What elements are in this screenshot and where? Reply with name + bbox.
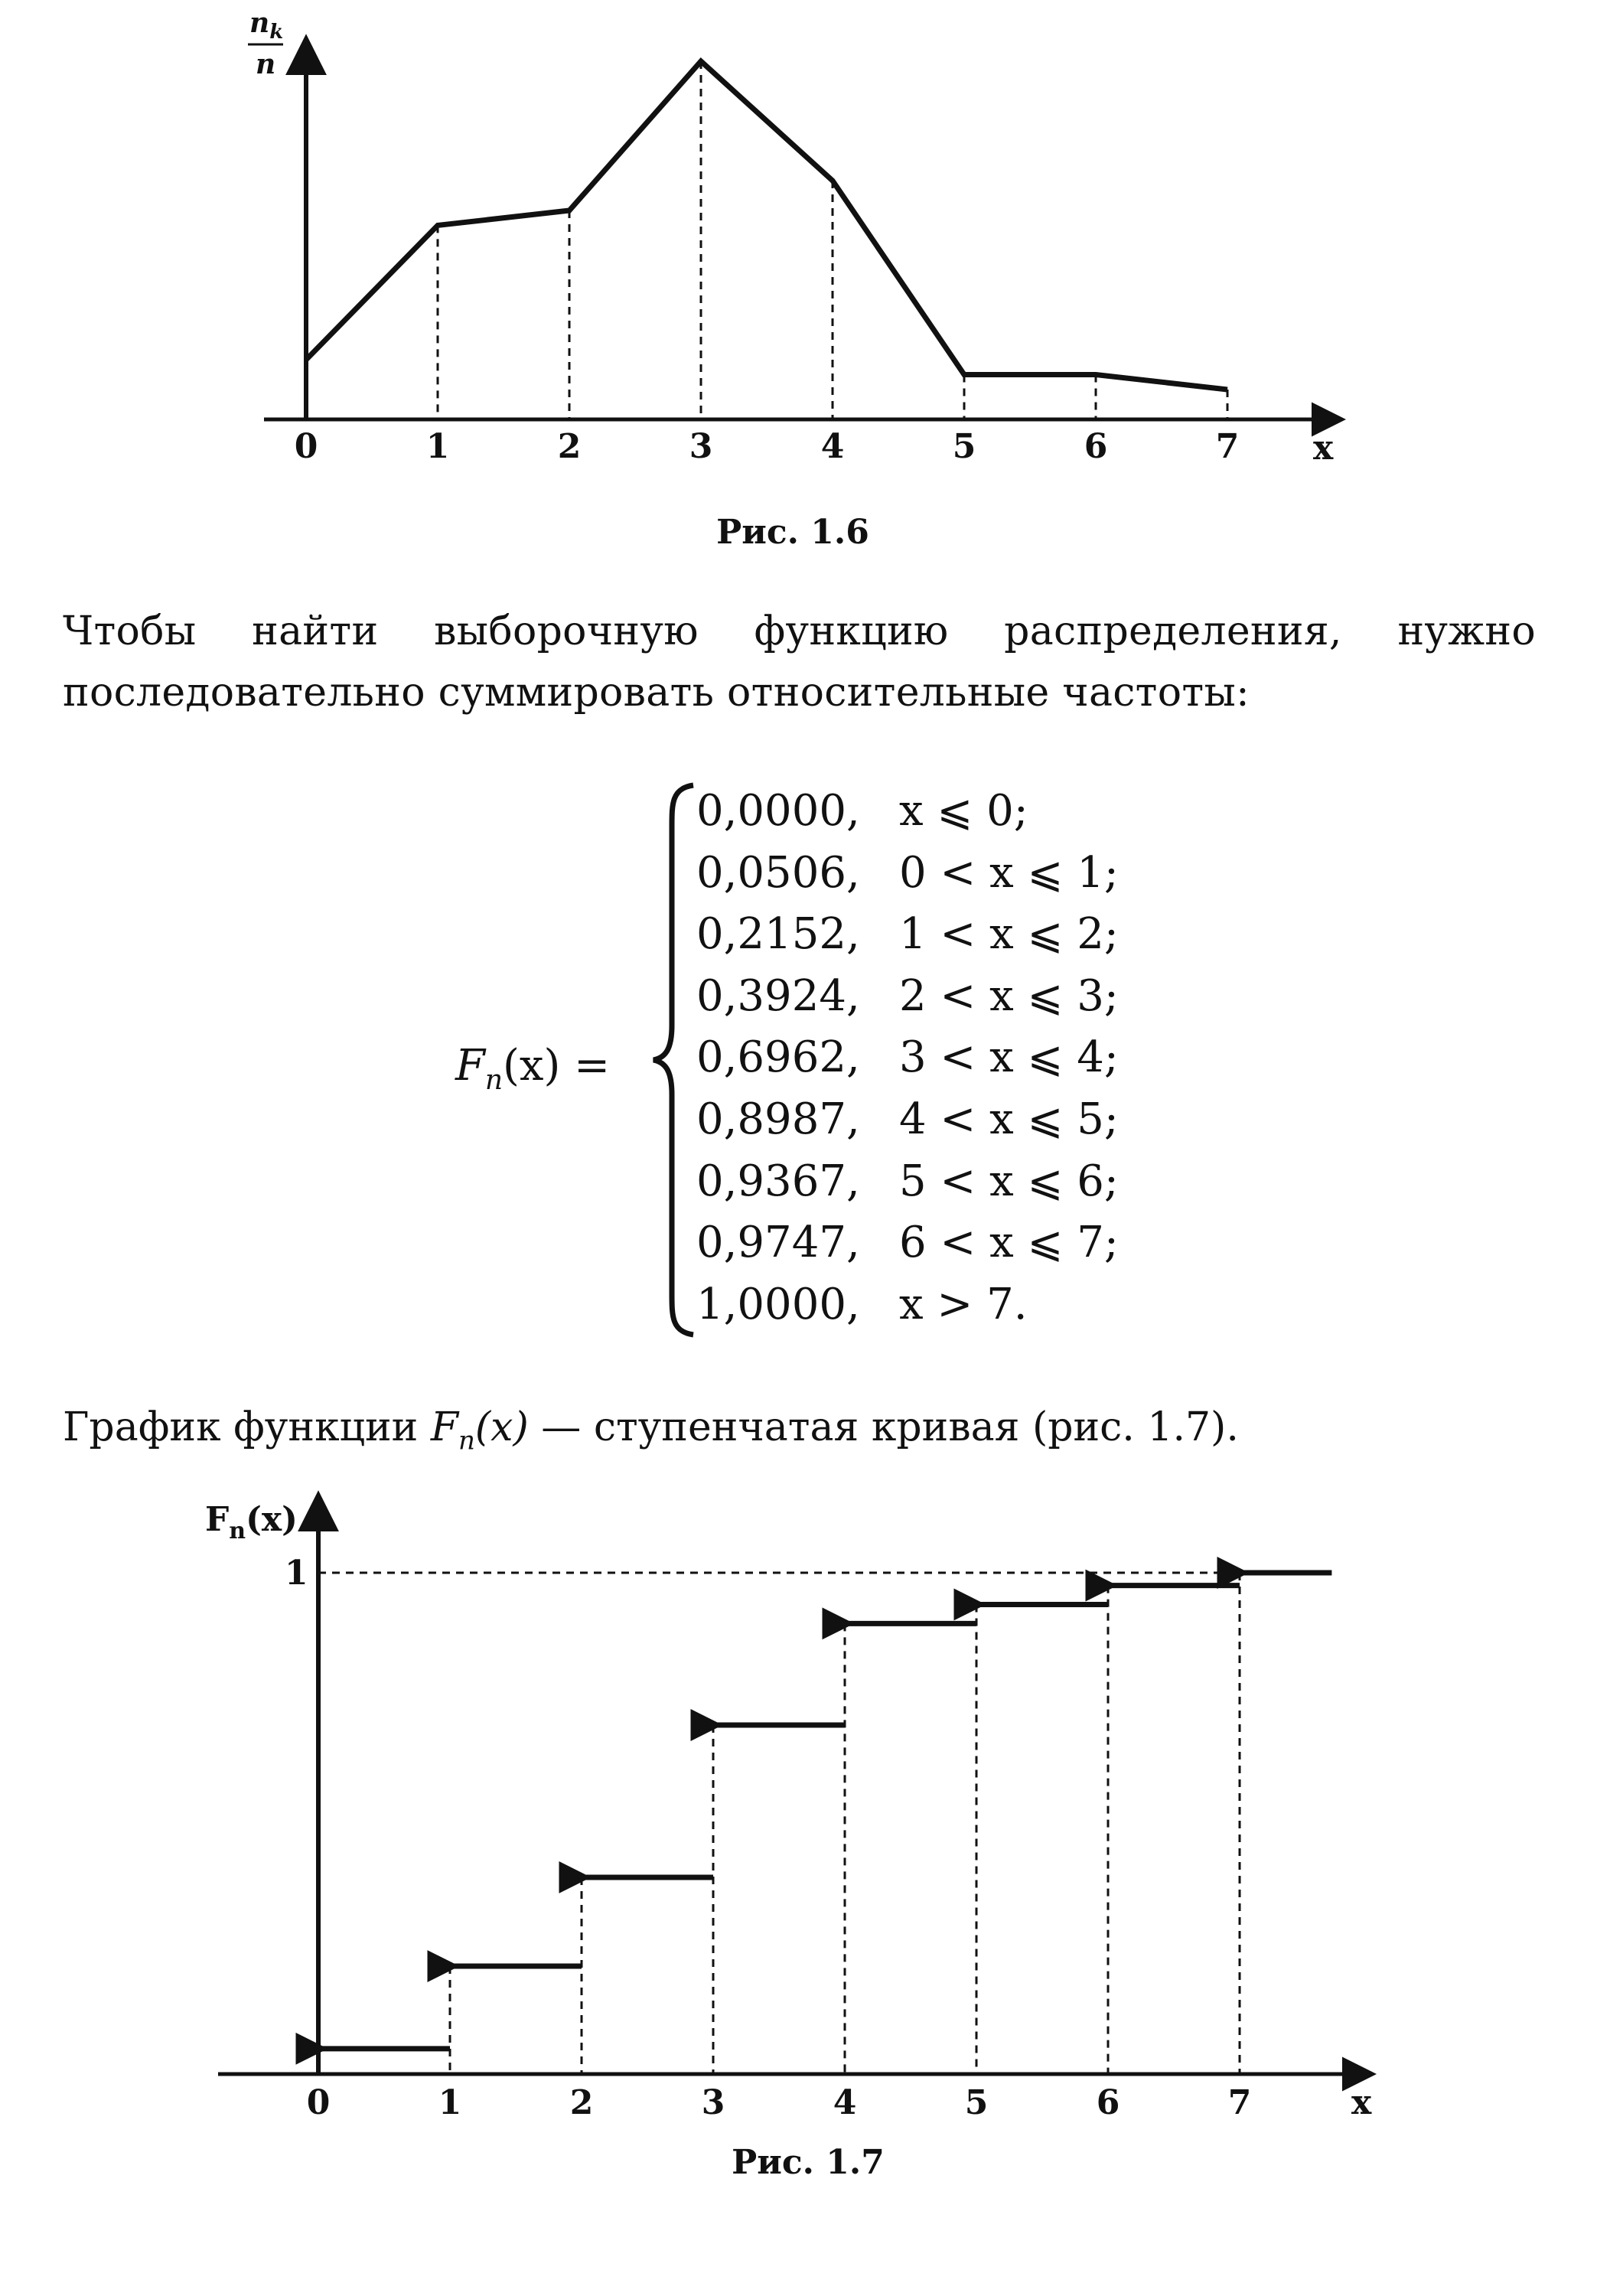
formula-rows [696, 781, 1119, 1336]
formula-value: 0,6962, [696, 1032, 860, 1083]
y-label-numerator: $n_k$ [249, 7, 284, 44]
x-tick-label: 1 [425, 427, 450, 466]
formula-value: 0,8987, [696, 1094, 860, 1144]
formula-row [696, 1212, 1119, 1274]
paragraph-intro: Чтобы найти выборочную функцию распределения, нужно последовательно суммировать относительные частоты: [63, 608, 1536, 716]
x-tick-label: 2 [557, 427, 582, 466]
formula-row [696, 1027, 1119, 1089]
formula-row [696, 843, 1119, 905]
formula-value: 0,0506, [696, 847, 860, 898]
y-tick-one: 1 [285, 1554, 308, 1593]
x-tick-label: 5 [964, 2083, 989, 2122]
figure-1-7-caption: Рис. 1.7 [732, 2143, 885, 2182]
x-tick-label: 2 [569, 2083, 594, 2122]
formula-row [696, 781, 1119, 843]
formula-condition: 4 < x ⩽ 5; [899, 1094, 1119, 1144]
x-tick-label: 1 [438, 2083, 462, 2122]
formula-condition: x ⩽ 0; [899, 786, 1028, 836]
figure-1-6 [0, 0, 1597, 582]
formula-condition: 5 < x ⩽ 6; [899, 1156, 1119, 1206]
figure-1-7 [0, 1485, 1597, 2212]
x-tick-label: 0 [306, 2083, 331, 2122]
x-tick-label: 4 [833, 2083, 857, 2122]
x-tick-labels [307, 2083, 1252, 2122]
formula-value: 0,0000, [696, 786, 860, 836]
formula-value: 1,0000, [696, 1279, 860, 1329]
formula-row [696, 1274, 1119, 1336]
formula-condition: 6 < x ⩽ 7; [899, 1218, 1119, 1268]
step-segments [321, 1573, 1331, 2049]
y-label-denominator: n [256, 48, 276, 80]
formula-value: 0,2152, [696, 909, 860, 960]
formula-condition: 3 < x ⩽ 4; [899, 1032, 1119, 1083]
formula-value: 0,9747, [696, 1218, 860, 1268]
formula-value: 0,9367, [696, 1156, 860, 1206]
drop-lines [438, 61, 1227, 419]
x-axis-label: x [1351, 2083, 1372, 2122]
formula-lhs: $F_n(x)$ = [455, 1041, 611, 1097]
x-tick-label: 3 [689, 427, 713, 466]
formula-condition: 1 < x ⩽ 2; [899, 909, 1119, 960]
formula-row [696, 1089, 1119, 1151]
formula-row [696, 1151, 1119, 1213]
x-tick-label: 7 [1215, 427, 1240, 466]
step-drop-lines [318, 1573, 1240, 2074]
formula-row [696, 966, 1119, 1028]
frequency-polygon [306, 61, 1227, 390]
x-tick-label: 4 [820, 427, 845, 466]
x-tick-labels [295, 427, 1240, 466]
x-axis-label: x [1313, 429, 1334, 468]
x-tick-label: 6 [1084, 427, 1108, 466]
formula-condition: 2 < x ⩽ 3; [899, 970, 1119, 1021]
x-tick-label: 0 [294, 427, 318, 466]
formula-condition: 0 < x ⩽ 1; [899, 847, 1119, 898]
x-tick-label: 5 [952, 427, 976, 466]
x-tick-label: 6 [1096, 2083, 1120, 2122]
y-axis-label: $F_n(x)$ [205, 1500, 298, 1544]
x-tick-label: 7 [1227, 2083, 1252, 2122]
paragraph-graph: График функции $F_n(x)$ — ступенчатая кривая (рис. 1.7). [63, 1404, 1239, 1456]
formula-row [696, 904, 1119, 966]
x-tick-label: 3 [701, 2083, 725, 2122]
formula-value: 0,3924, [696, 970, 860, 1021]
figure-1-6-caption: Рис. 1.6 [716, 513, 869, 552]
formula-condition: x > 7. [899, 1279, 1028, 1329]
